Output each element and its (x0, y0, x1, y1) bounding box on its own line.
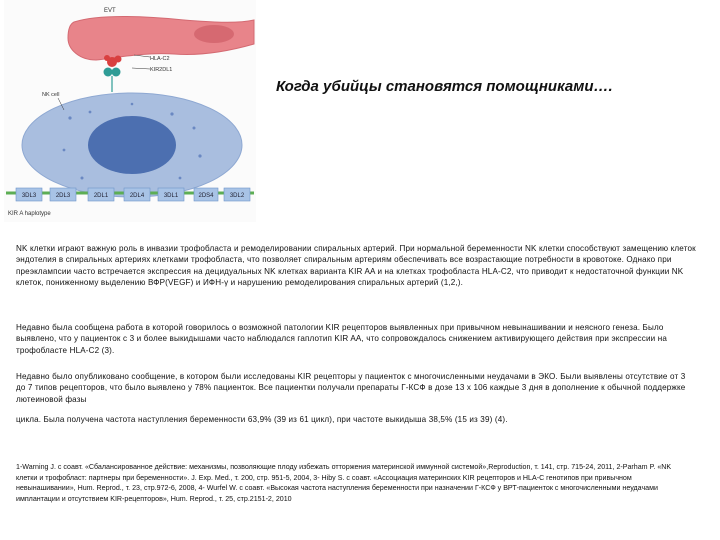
evt-nucleus (194, 25, 234, 43)
nk-cell-figure (4, 0, 256, 222)
gene-label: 2DS4 (198, 193, 214, 199)
hla-label: HLA-C2 (150, 56, 170, 62)
figure-caption: KIR A haplotype (8, 211, 51, 217)
paragraph-nk-role: NK клетки играют важную роль в инвазии трофобласта и ремоделировании спиральных артерий. При нормальной беременности NK клетки способствуют замещению клеток эндотелия в спиральных артериях клетками трофобласта, что позволяет спиральным артериям обеспечивать все возрастающие потребности в кровотоке. Однако при преэклампсии часто встречается экспрессия на децидуальных NK клетках варианта KIR AA и на клетках трофобласта HLA-C2, что приводит к недостаточной функции NK клеток, пониженному выделению ВФР(VEGF) и ИФН-γ и нарушению ремоделирования спиральных артерий (1,2,). (16, 244, 696, 287)
kir-gene-track (16, 188, 250, 201)
paragraph-ivf-results: цикла. Была получена частота наступления беременности 63,9% (39 из 61 цикл), при частоте выкидыша 38,5% (15 из 39) (4). (16, 415, 508, 424)
evt-label: EVT (104, 8, 116, 14)
gene-label: 3DL2 (229, 193, 245, 199)
slide-title: Когда убийцы становятся помощниками…. (276, 78, 613, 95)
gene-label: 3DL3 (21, 193, 37, 199)
kir-label: KIR2DL1 (150, 67, 173, 73)
gene-label: 2DL4 (129, 193, 145, 199)
kir-receptor (104, 68, 113, 77)
gene-label: 3DL1 (163, 193, 179, 199)
paragraph-miscarriage: Недавно была сообщена работа в которой говорилось о возможной патологии KIR рецепторов выявленных при привычном невынашивании и неясного генеза. Было выявлено, что у пациенток с 3 и более выкидышами часто наблюдался гаплотип KIR AA, что сопровождалось снижением активирующего действия при экспрессии на трофобласте HLA-C2 (3). (16, 323, 667, 355)
references: 1-Warning J. с соавт. «Сбалансированное действие: механизмы, позволяющие плоду избежать отторжения материнской иммунной системой»,Reproduction, т. 141, стр. 715-24, 2011, 2-Parham P. «NK клетки и трофобласт: партнеры при беременности». J. Exp. Med., т. 200, стр. 951-5, 2004, 3- Hiby S. с соавт. «Ассоциация материнских KIR рецепторов и HLA-С генотипов при привычном невынашивании», Hum. Reprod., т. 23, стр.972-6, 2008, 4- Wurfel W. с соавт. «Высокая частота наступления беременности при назначении Г-КСФ у ВРТ-пациенток с многочисленными неудачами имплантации и отсутствием KIR-рецепторов», Hum. Reprod., т. 25, стр.2151-2, 2010 (16, 463, 672, 503)
nk-nucleus (88, 116, 176, 174)
gene-label: 2DL1 (93, 193, 109, 199)
nk-label: NK cell (42, 92, 60, 98)
paragraph-ivf: Недавно было опубликовано сообщение, в котором были исследованы KIR рецепторы у пациенток с многочисленными неудачами в ЭКО. Были выявлены отсутствие от 3 до 7 типов рецепторов, что было выявлено у 78% пациенток. Все пациентки получали препараты Г-КСФ в дозе 13 х 106 каждые 3 дня в дополнение к обычной поддержке лютеиновой фазы (16, 372, 686, 404)
gene-label: 2DL3 (55, 193, 71, 199)
